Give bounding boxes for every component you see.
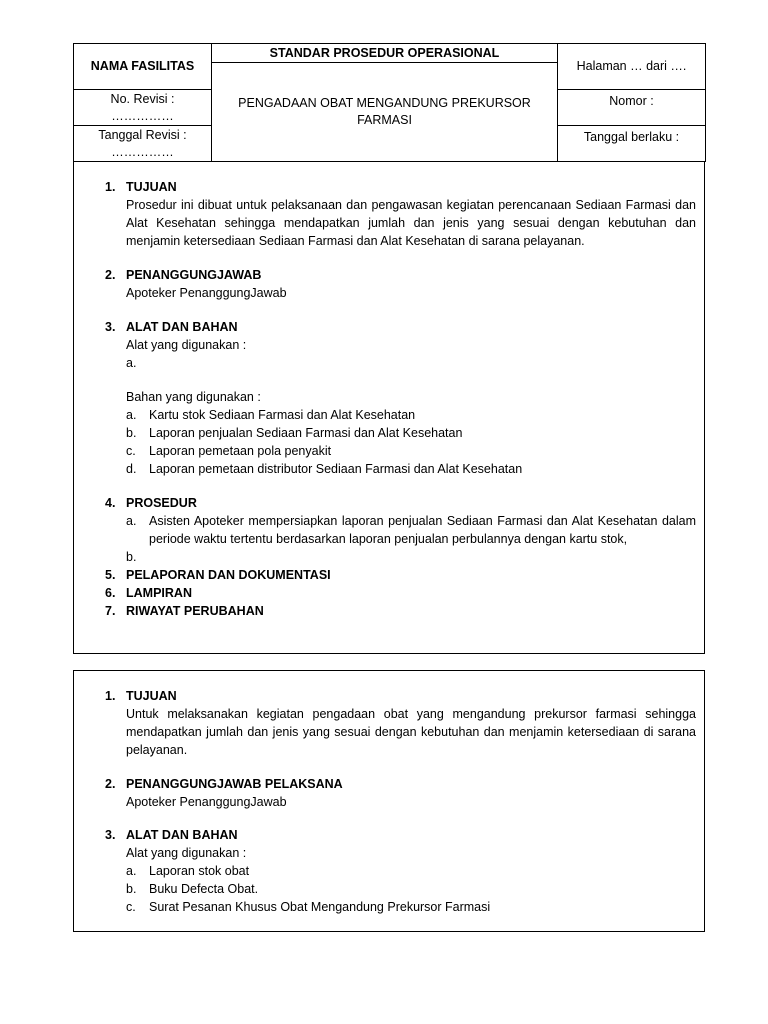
section-title: ALAT DAN BAHAN — [126, 320, 238, 334]
sop-body-box-1 — [73, 161, 705, 654]
section-prosedur — [74, 494, 704, 566]
section-number: 6. — [105, 586, 116, 600]
revision-date-value: …………… — [111, 144, 174, 159]
section-title: ALAT DAN BAHAN — [126, 828, 238, 842]
section-number: 5. — [105, 568, 116, 582]
list-item: a. Kartu stok Sediaan Farmasi dan Alat Kesehatan — [126, 408, 416, 422]
list-item: b. Buku Defecta Obat. — [126, 882, 259, 896]
list-item: b. — [126, 550, 137, 564]
section-title: LAMPIRAN — [126, 586, 192, 600]
section-tujuan — [74, 178, 704, 250]
section-title: PELAPORAN DAN DOKUMENTASI — [126, 568, 331, 582]
section-title: PENANGGUNGJAWAB — [126, 268, 262, 282]
revision-number-cell — [74, 90, 212, 126]
section-text: Prosedur ini dibuat untuk pelaksanaan dan pengawasan kegiatan perencanaan Sediaan Farmasi dan Alat Kesehatan sehingga mendapatkan jumlah dan jenis yang sesuai dengan kebutuhan dan menjamin ketersediaan Sediaan Farmasi dan Alat Kesehatan di sarana pelayanan. — [126, 198, 696, 248]
sop-body-box-2 — [73, 670, 705, 932]
tools-list — [126, 862, 696, 916]
list-item: d. Laporan pemetaan distributor Sediaan Farmasi dan Alat Kesehatan — [126, 462, 523, 476]
section-number: 2. — [105, 268, 116, 282]
section-penanggungjawab-pelaksana — [74, 775, 704, 811]
facility-name-cell: NAMA FASILITAS — [74, 44, 212, 90]
section-title: TUJUAN — [126, 689, 177, 703]
revision-date-cell — [74, 126, 212, 162]
section-lampiran — [74, 584, 704, 602]
effective-date-cell: Tanggal berlaku : — [558, 126, 706, 162]
section-title: RIWAYAT PERUBAHAN — [126, 604, 264, 618]
section-tujuan — [74, 687, 704, 759]
section-alat-bahan — [74, 826, 704, 916]
section-title: PROSEDUR — [126, 496, 197, 510]
section-text: Apoteker PenanggungJawab — [126, 286, 287, 300]
section-number: 2. — [105, 777, 116, 791]
section-title: PENANGGUNGJAWAB PELAKSANA — [126, 777, 343, 791]
materials-list — [126, 406, 696, 478]
list-item: a. — [126, 356, 137, 370]
page-count-cell: Halaman … dari …. — [558, 44, 706, 90]
list-item: a. Laporan stok obat — [126, 864, 250, 878]
section-number: 4. — [105, 496, 116, 510]
section-text: Apoteker PenanggungJawab — [126, 795, 287, 809]
revision-number-value: …………… — [111, 108, 174, 123]
section-alat-bahan — [74, 318, 704, 478]
procedure-steps — [126, 512, 696, 566]
list-item: b. Laporan penjualan Sediaan Farmasi dan Alat Kesehatan — [126, 426, 463, 440]
tools-label: Alat yang digunakan : — [126, 846, 247, 860]
revision-number-label: No. Revisi : — [110, 91, 175, 106]
section-riwayat — [74, 602, 704, 620]
sop-header-table — [73, 43, 706, 162]
section-number: 1. — [105, 689, 116, 703]
section-number: 3. — [105, 828, 116, 842]
document-number-cell: Nomor : — [558, 90, 706, 126]
list-item: c. Laporan pemetaan pola penyakit — [126, 444, 332, 458]
list-item: a. Asisten Apoteker mempersiapkan laporan penjualan Sediaan Farmasi dan Alat Kesehatan dalam periode waktu tertentu berdasarkan laporan penjualan perbulannya dengan kartu stok, — [126, 514, 696, 546]
sop-title-cell: STANDAR PROSEDUR OPERASIONAL — [212, 44, 558, 63]
section-number: 3. — [105, 320, 116, 334]
procedure-name-cell: PENGADAAN OBAT MENGANDUNG PREKURSOR FARMASI — [212, 63, 558, 162]
revision-date-label: Tanggal Revisi : — [98, 127, 187, 142]
tools-label: Alat yang digunakan : — [126, 338, 247, 352]
section-penanggungjawab — [74, 266, 704, 302]
materials-label: Bahan yang digunakan : — [126, 390, 261, 404]
section-number: 7. — [105, 604, 116, 618]
list-item: c. Surat Pesanan Khusus Obat Mengandung Prekursor Farmasi — [126, 900, 491, 914]
section-number: 1. — [105, 180, 116, 194]
tools-list — [126, 354, 696, 372]
section-title: TUJUAN — [126, 180, 177, 194]
section-text: Untuk melaksanakan kegiatan pengadaan obat yang mengandung prekursor farmasi sehingga mendapatkan jumlah dan jenis yang sesuai dengan kebutuhan dan menjamin ketersediaan di sarana pelayanan. — [126, 707, 696, 757]
section-pelaporan — [74, 566, 704, 584]
